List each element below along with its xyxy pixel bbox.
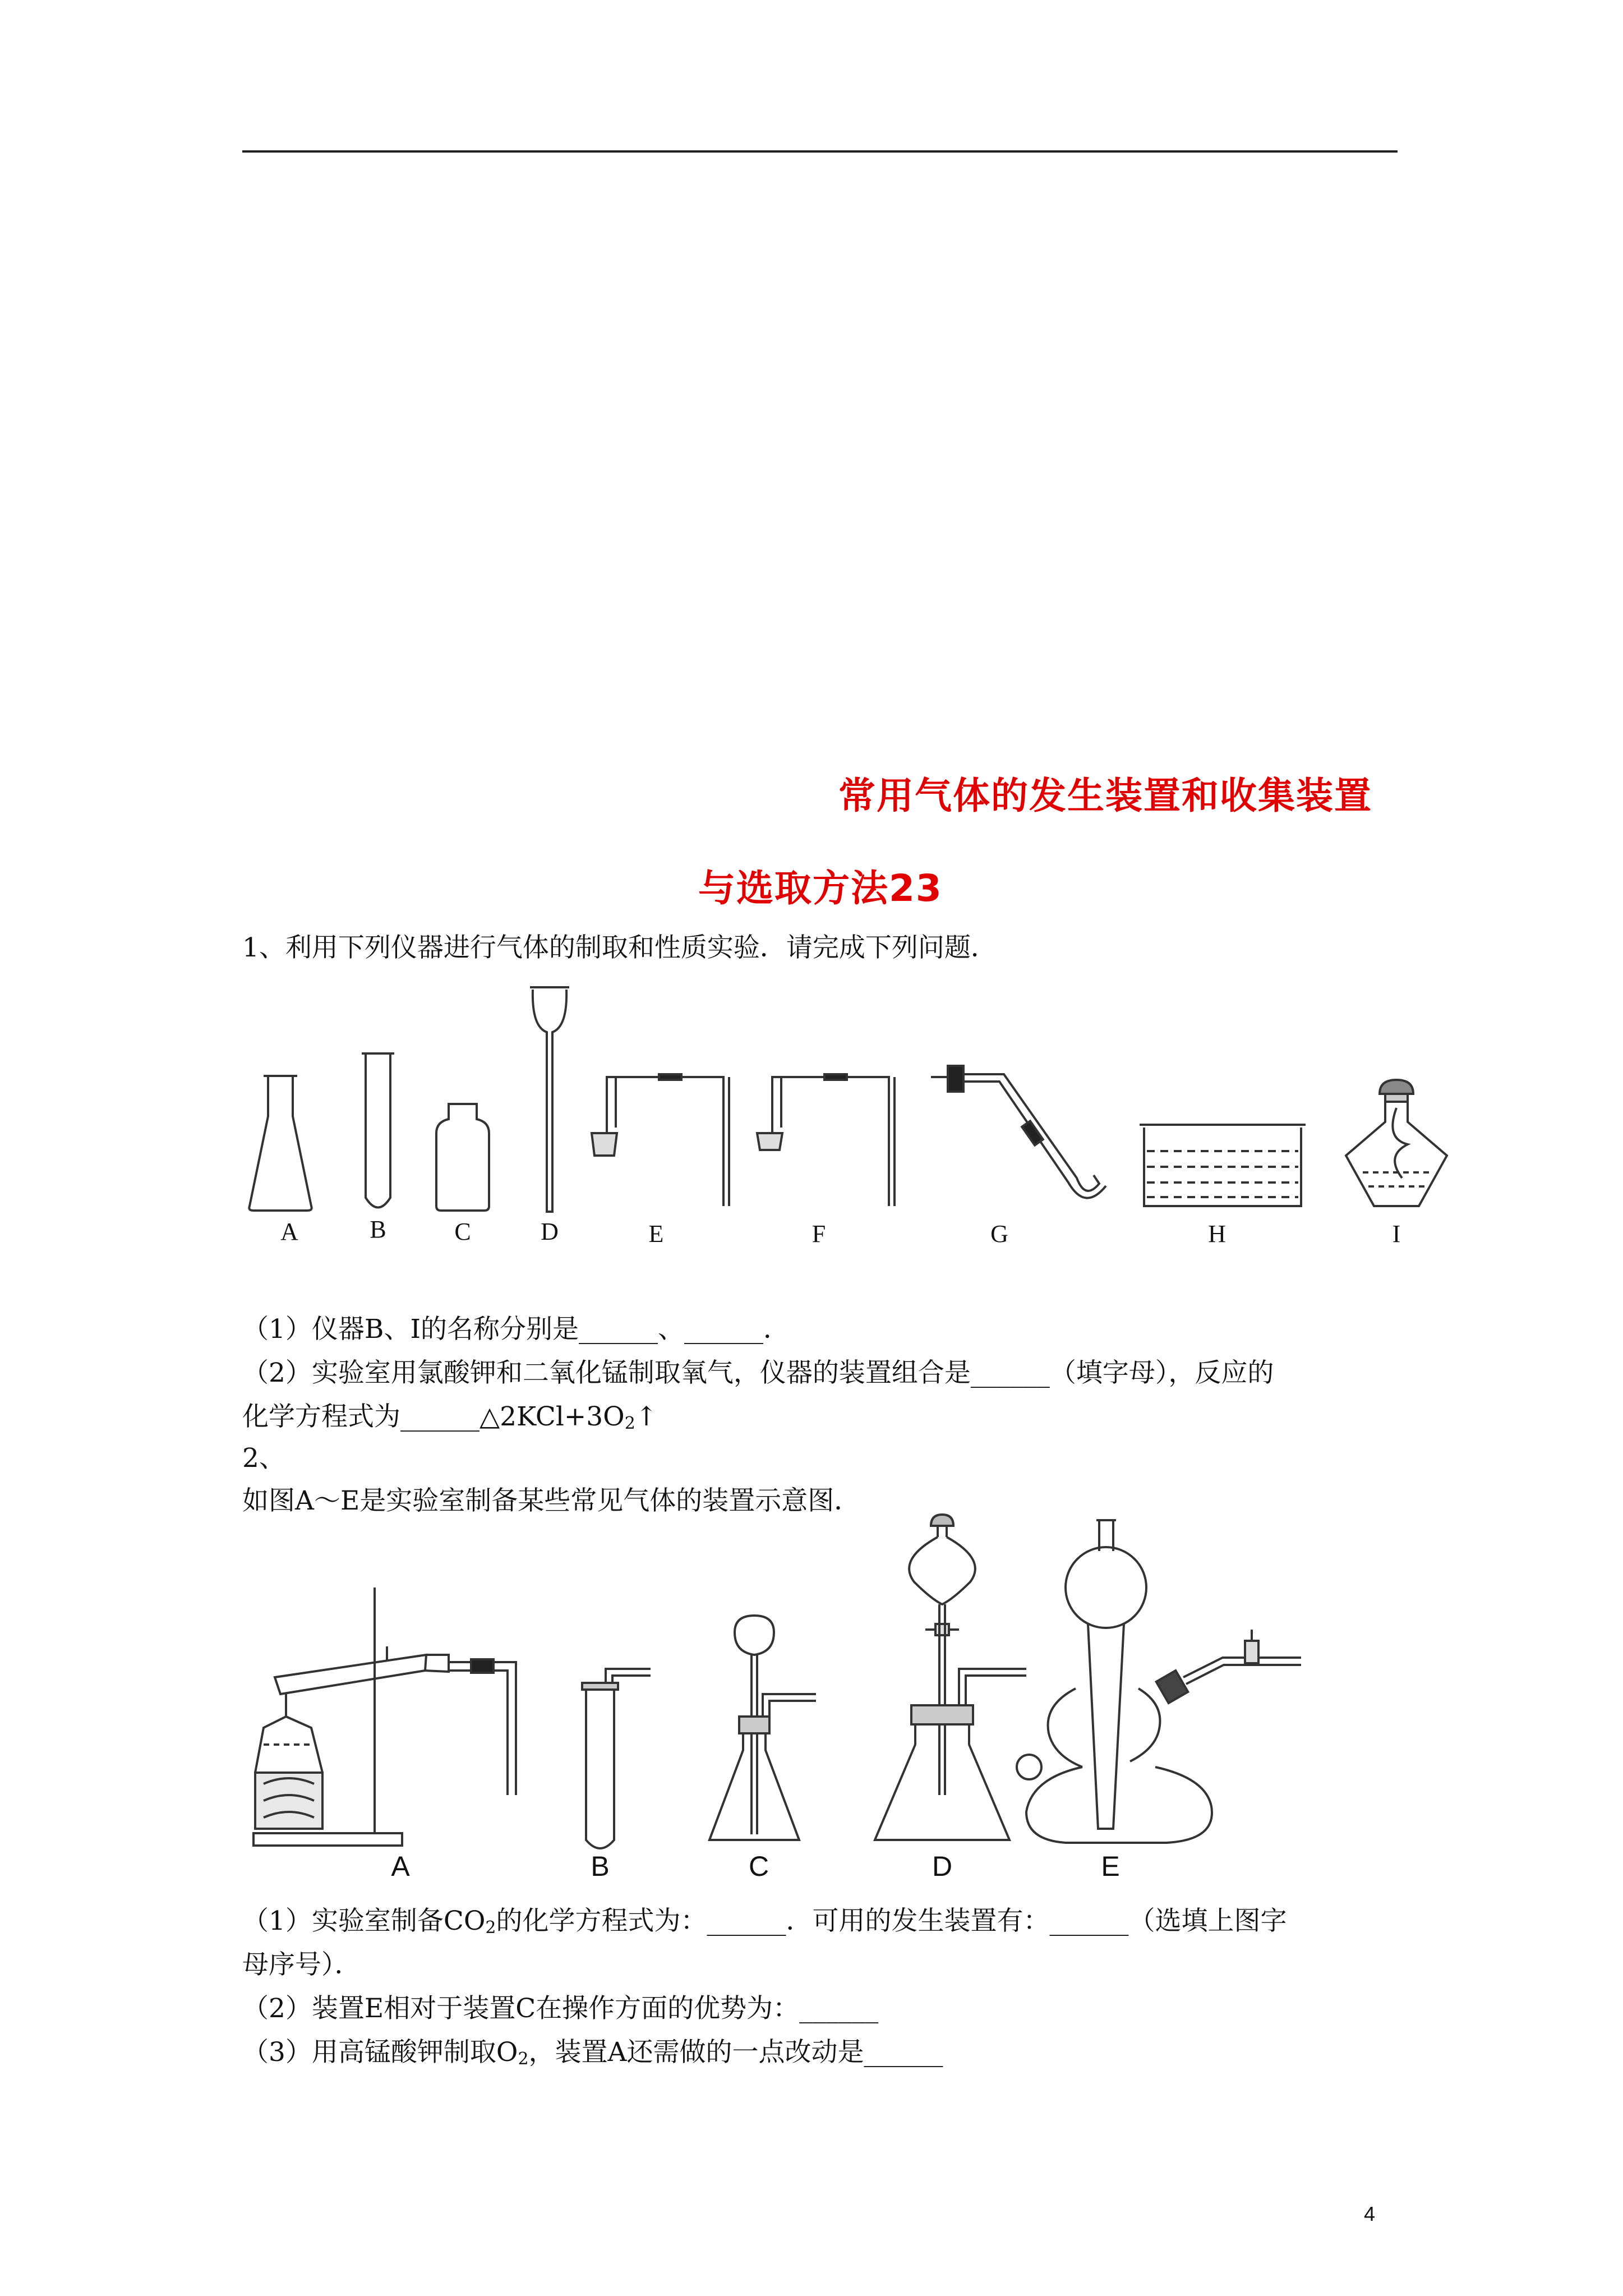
q2-number: 2、: [242, 1443, 285, 1474]
fig1-label-c: C: [454, 1218, 471, 1245]
fig1-label-g: G: [990, 1220, 1008, 1248]
heating-apparatus-icon: [253, 1588, 516, 1846]
fig1-label-f: F: [811, 1220, 826, 1248]
q2-part2: （2）装置E相对于装置C在操作方面的优势为：______: [242, 1993, 879, 2024]
q2-part1-line1: （1）实验室制备$CO_2$的化学方程式为：______．可用的发生装置有：______（选填上图字: [242, 1906, 1287, 1938]
fig1-label-h: H: [1208, 1220, 1226, 1248]
flask-with-long-funnel-icon: [709, 1616, 816, 1840]
page-title-line2: 与选取方法23: [698, 867, 943, 910]
q2-intro: 如图A～E是实验室制备某些常见气体的装置示意图．: [242, 1485, 861, 1516]
fig2-label-d: D: [932, 1851, 953, 1882]
page-number: 4: [1364, 2202, 1376, 2225]
fig2-label-a: A: [391, 1851, 410, 1882]
q2-part1-line2: 母序号）．: [242, 1949, 361, 1980]
q1-intro: 1、利用下列仪器进行气体的制取和性质实验．请完成下列问题．: [242, 932, 997, 963]
fig2-label-c: C: [748, 1851, 769, 1882]
test-tube-with-delivery-icon: [582, 1669, 651, 1848]
fig1-label-b: B: [370, 1216, 386, 1243]
flask-with-separatory-funnel-icon: [875, 1515, 1026, 1840]
fig2-label-e: E: [1101, 1851, 1120, 1882]
fig1-label-e: E: [648, 1220, 664, 1248]
page-title-line1: 常用气体的发生装置和收集装置: [838, 774, 1372, 817]
q1-part1: （1）仪器B、I的名称分别是______、______．: [242, 1314, 790, 1345]
q1-part2-line1: （2）实验室用氯酸钾和二氧化锰制取氧气，仪器的装置组合是______（填字母），反应的: [242, 1358, 1274, 1388]
fig1-label-d: D: [541, 1218, 559, 1245]
fig1-label-i: I: [1392, 1220, 1401, 1248]
q2-part3: （3）用高锰酸钾制取$O_2$，装置A还需做的一点改动是______: [242, 2037, 943, 2069]
fig2-label-b: B: [591, 1851, 610, 1882]
kipp-apparatus-icon: [1017, 1520, 1301, 1843]
q1-part2-line2: 化学方程式为$\_\_\_\_\_\_\triangle 2KCl+3O_2↑$: [242, 1401, 658, 1433]
fig1-label-a: A: [280, 1218, 298, 1245]
